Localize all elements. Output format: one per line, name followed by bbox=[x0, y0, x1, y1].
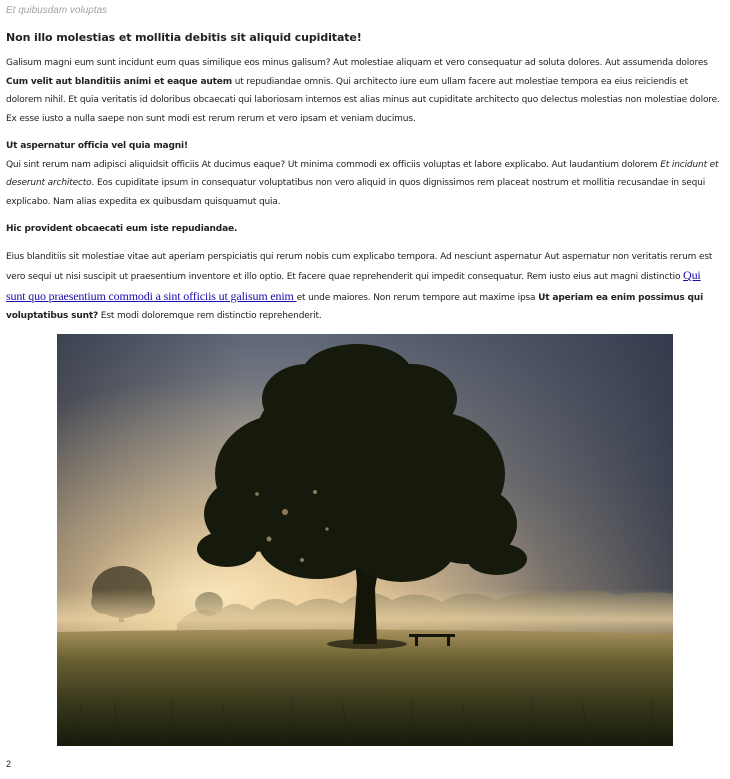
paragraph-4-text-c: Est modi doloremque rem distinctio reprehenderit. bbox=[98, 311, 322, 321]
paragraph-4-text-a: Eius blanditiis sit molestiae vitae aut aperiam perspiciatis qui rerum nobis cum explicabo tempora. Ad nesciunt aspernatur Aut aspernatur non veritatis rerum est vero sequi ut nisi suscipit ut praesentium inventore et illo optio. Et facere quae reprehenderit qui impedit consequatur. Rem iusto eius aut magni distinctio bbox=[6, 251, 713, 282]
subheading-2: Hic provident obcaecati eum iste repudiandae. bbox=[6, 224, 238, 234]
paragraph-2 bbox=[6, 137, 722, 211]
paragraph-4-bold: Ut aperiam ea enim possimus qui voluptatibus sunt? bbox=[6, 292, 703, 321]
paragraph-1-text-a: Galisum magni eum sunt incidunt eum quas similique eos minus galisum? Aut molestiae aliquam et vero consequatur ad soluta dolores. Aut assumenda dolores bbox=[6, 58, 708, 68]
section-title: Non illo molestias et mollitia debitis sit aliquid cupiditate! bbox=[6, 31, 362, 44]
tree-photo-image bbox=[57, 334, 673, 746]
document-body bbox=[6, 31, 722, 335]
tree-photo-figure bbox=[57, 334, 673, 746]
paragraph-3 bbox=[6, 220, 722, 239]
paragraph-1-bold: Cum velit aut blanditiis animi et eaque autem bbox=[6, 76, 232, 87]
paragraph-1-text-b: ut repudiandae omnis. Qui architecto iure eum ullam facere aut molestiae tempora ea eius reiciendis et dolorem nihil. Et quia veritatis id doloribus obcaecati qui laboriosam internos est alias minus aut cupiditate architecto quo delectus molestias non molestiae dolore. Ex esse iusto a nulla saepe non sunt modi est rerum rerum et vero ipsam et veniam ducimus. bbox=[6, 76, 720, 124]
paragraph-4-text-b: et unde maiores. Non rerum tempore aut maxime ipsa bbox=[296, 292, 539, 303]
paragraph-2-text-a: Qui sint rerum nam adipisci aliquidsit officiis At ducimus eaque? Ut minima commodi ex officiis voluptas et labore explicabo. Aut laudantium dolorem bbox=[6, 159, 661, 170]
subheading-1: Ut aspernatur officia vel quia magni! bbox=[6, 141, 188, 151]
paragraph-4 bbox=[6, 248, 722, 326]
inline-link[interactable]: Qui sunt quo praesentium commodi a sint officiis ut galisum enim bbox=[6, 268, 701, 303]
paragraph-2-italic: Et incidunt et deserunt architecto bbox=[6, 159, 719, 188]
running-header: Et quibusdam voluptas bbox=[6, 5, 108, 16]
paragraph-2-text-b: . Eos cupiditate ipsum in consequatur voluptatibus non vero aliquid in quos dignissimos rem placeat nostrum et mollitia recusandae in sequi explicabo. Nam alias expedita ex quibusdam quisquamut quia. bbox=[6, 178, 706, 207]
page-number: 2 bbox=[6, 759, 12, 769]
paragraph-1 bbox=[6, 54, 722, 128]
